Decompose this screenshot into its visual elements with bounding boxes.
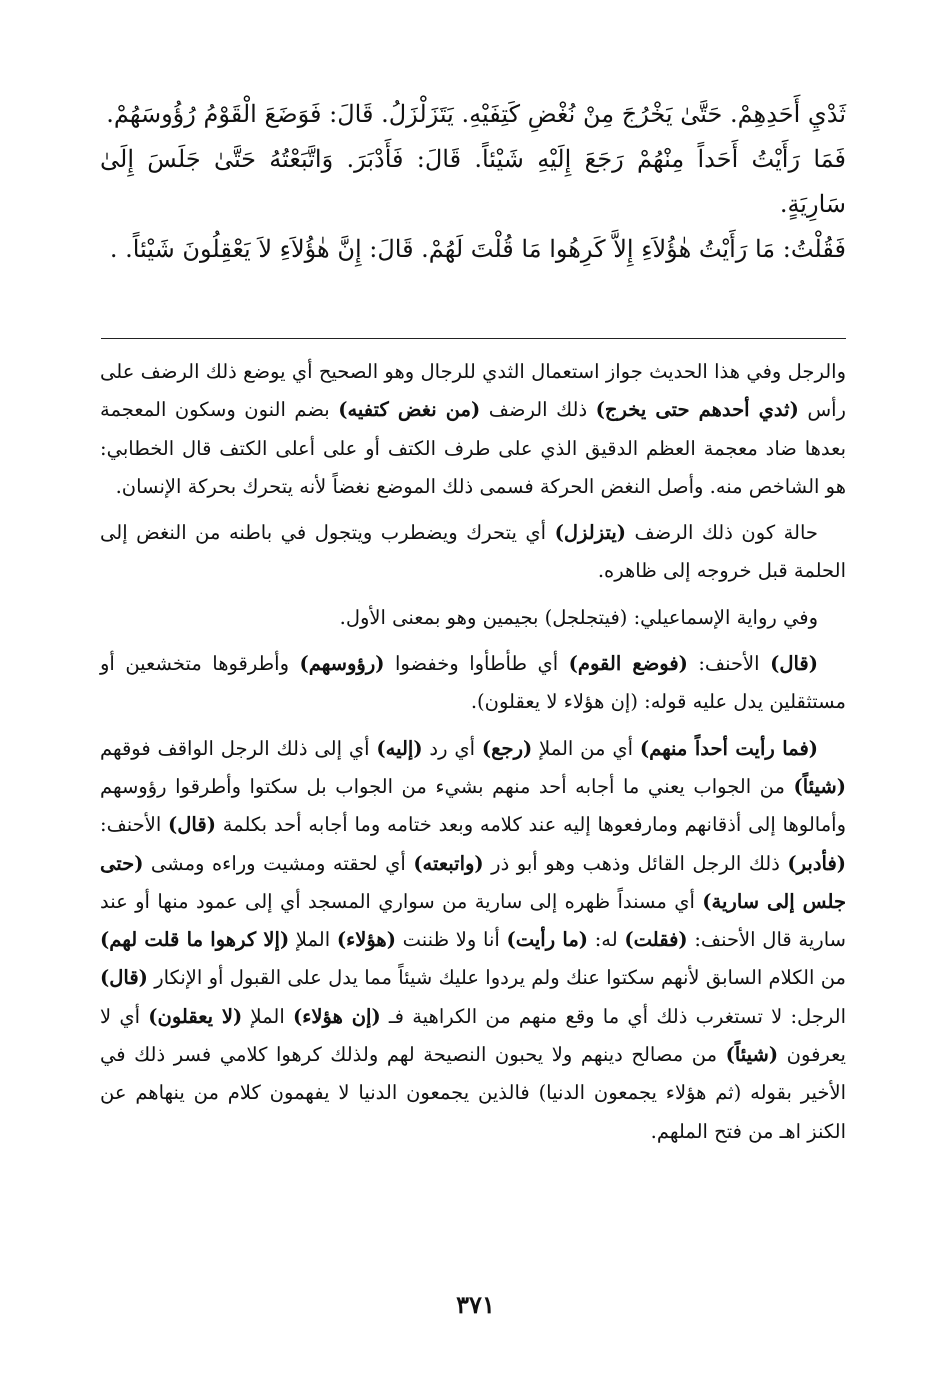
commentary-paragraph: وفي رواية الإسماعيلي: (فيتجلجل) بجيمين وهو بمعنى الأول. <box>339 605 818 629</box>
hadith-text <box>100 92 846 272</box>
hadith-line: ثَدْيِ أَحَدِهِمْ. حَتَّىٰ يَخْرُجَ مِنْ نُغْضِ كَتِفَيْهِ. يَتَزَلْزَلُ. قَالَ: فَوَضَعَ الْقَوْمُ رُؤُوسَهُمْ. <box>106 100 846 128</box>
page-number: ٣٧١ <box>456 1290 495 1319</box>
footnote-separator <box>101 338 846 339</box>
hadith-line: فَمَا رَأَيْتُ أَحَداً مِنْهُمْ رَجَعَ إِلَيْهِ شَيْئاً. قَالَ: فَأَدْبَرَ. وَاتَّبَعْتُهُ حَتَّىٰ جَلَسَ إِلَىٰ سَارِيَةٍ. <box>100 145 846 218</box>
commentary-paragraph: (فما رأيت أحداً منهم) أي من الملإ (رجع) أي رد (إليه) أي إلى ذلك الرجل الواقف فوقهم (شيئاً) من الجواب يعني ما أجابه أحد منهم بشيء من الجواب بل سكتوا وأطرقوا رؤوسهم وأمالوها إلى أذقانهم ومارفعوها إليه عند كلامه وبعد ختامه وما أجابه أحد بكلمة (قال) الأحنف: (فأدبر) ذلك الرجل القائل وذهب وهو أبو ذر (واتبعته) أي لحقته ومشيت وراءه ومشى (حتى جلس إلى سارية) أي مسنداً ظهره إلى سارية من سواري المسجد أي إلى عمود منها أو عند سارية قال الأحنف: (فقلت) له: (ما رأيت) أنا ولا ظننت (هؤلاء) الملإ (إلا كرهوا ما قلت لهم) من الكلام السابق لأنهم سكتوا عنك ولم يردوا عليك شيئاً مما يدل على القبول أو الإنكار (قال) الرجل: لا تستغرب ذلك أي ما وقع منهم من الكراهية فـ (إن هؤلاء) الملإ (لا يعقلون) أي لا يعرفون (شيئاً) من مصالح دينهم ولا يحبون النصيحة لهم ولذلك كرهوا كلامي فسر ذلك في الأخير بقوله (ثم هؤلاء يجمعون الدنيا) فالذين يجمعون الدنيا لا يفهمون كلام من ينهاهم عن الكنز اهـ من فتح الملهم. <box>100 736 846 1143</box>
commentary-paragraph: والرجل وفي هذا الحديث جواز استعمال الثدي للرجال وهو الصحيح أي يوضع ذلك الرضف على رأس (ثدي أحدهم حتى يخرج) ذلك الرضف (من نغض كتفيه) بضم النون وسكون المعجمة بعدها ضاد معجمة العظم الدقيق الذي على طرف الكتف أو على أعلى الكتف قال الخطابي: هو الشاخص منه. وأصل النغض الحركة فسمى ذلك الموضع نغضاً لأنه يتحرك بحركة الإنسان. <box>100 360 846 498</box>
hadith-line: فَقُلْتُ: مَا رَأَيْتُ هٰؤُلاَءِ إِلاَّ كَرِهُوا مَا قُلْتَ لَهُمْ. قَالَ: إِنَّ هٰؤُلاَءِ لاَ يَعْقِلُونَ شَيْئاً. . <box>109 235 846 263</box>
commentary <box>100 353 846 1151</box>
commentary-paragraph: (قال) الأحنف: (فوضع القوم) أي طأطأوا وخفضوا (رؤوسهم) وأطرقوها متخشعين أو مستثقلين يدل عليه قوله: (إن هؤلاء لا يعقلون). <box>100 652 846 714</box>
commentary-paragraph: حالة كون ذلك الرضف (يتزلزل) أي يتحرك ويضطرب ويتجول في باطنه من النغض إلى الحلمة قبل خروجه إلى ظاهره. <box>100 521 846 583</box>
